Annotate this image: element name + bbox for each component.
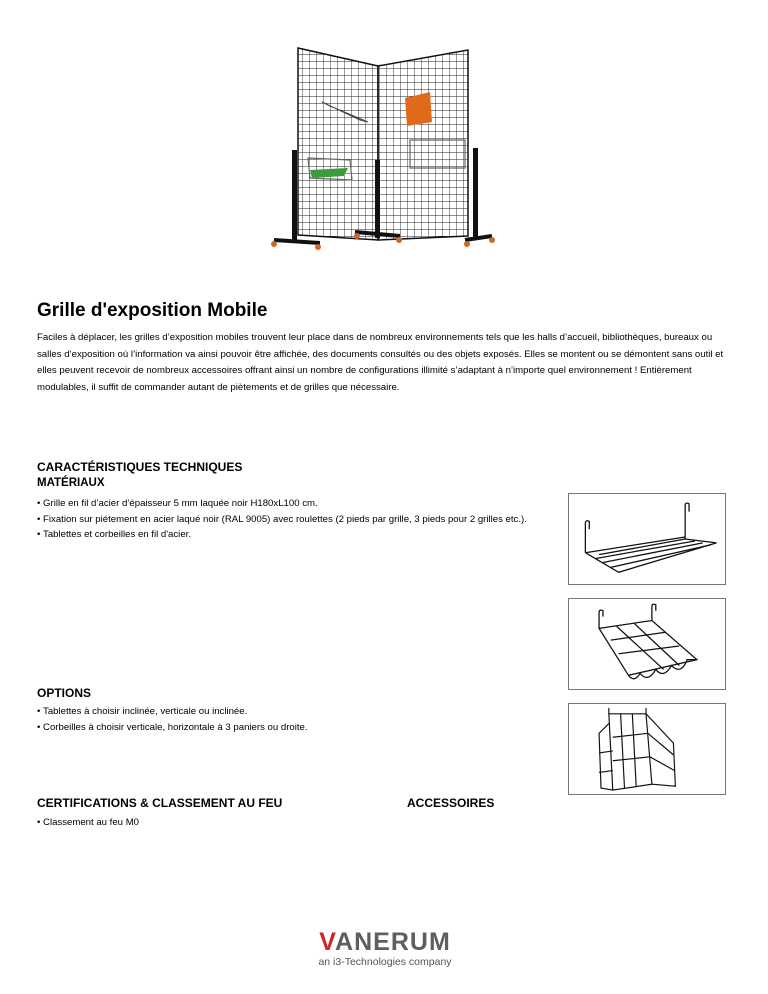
brand-logo	[300, 928, 470, 969]
materials-list	[37, 496, 557, 543]
options-list	[37, 704, 557, 735]
list-item: • Fixation sur piétement en acier laqué noir (RAL 9005) avec roulettes (2 pieds par grille, 3 pieds pour 2 grilles etc.).	[37, 512, 557, 528]
options-heading: OPTIONS	[37, 686, 92, 700]
page-title: Grille d'exposition Mobile	[37, 300, 268, 321]
inclined-shelf-illustration	[569, 599, 725, 689]
basket-rack-illustration	[569, 704, 725, 794]
left-grid-panel	[298, 48, 378, 240]
accessory-image-wire-shelf	[568, 493, 726, 585]
product-photo	[260, 40, 510, 255]
logo-wordmark: VANERUM	[319, 928, 451, 956]
certifications-list	[37, 815, 337, 831]
product-description: Faciles à déplacer, les grilles d’exposition mobiles trouvent leur place dans de nombreux environnements tels que les halls d’accueil, bibliothèques, bureaux ou salles d’exposition où l’information va ainsi pouvoir être affichée, des documents consultés ou des objets exposés. Elles se montent ou se démontent sans outil et elles peuvent recevoir de nombreux accessoires offrant ainsi un nombre de configurations illimité s’adaptant à n’importe quel environnement ! Entièrement modulables, il suffit de commander autant de piètements et de grilles que nécessaire.	[37, 332, 724, 393]
display-grids-illustration	[260, 40, 510, 255]
list-item: • Tablettes à choisir inclinée, verticale ou inclinée.	[37, 704, 557, 720]
materials-heading: MATÉRIAUX	[37, 477, 105, 489]
accessory-image-inclined-shelf	[568, 598, 726, 690]
accessories-heading: ACCESSOIRES	[407, 796, 495, 810]
accessory-image-basket-rack	[568, 703, 726, 795]
list-item: • Classement au feu M0	[37, 815, 337, 831]
specs-heading: CARACTÉRISTIQUES TECHNIQUES	[37, 460, 243, 474]
right-grid-panel	[378, 50, 468, 240]
logo-tagline: an i3-Technologies company	[318, 956, 452, 968]
certifications-heading: CERTIFICATIONS & CLASSEMENT AU FEU	[37, 796, 283, 810]
list-item: • Tablettes et corbeilles en fil d'acier.	[37, 527, 557, 543]
list-item: • Corbeilles à choisir verticale, horizontale à 3 paniers ou droite.	[37, 720, 557, 736]
list-item: • Grille en fil d’acier d’épaisseur 5 mm laquée noir H180xL100 cm.	[37, 496, 557, 512]
wire-shelf-illustration	[569, 494, 725, 584]
